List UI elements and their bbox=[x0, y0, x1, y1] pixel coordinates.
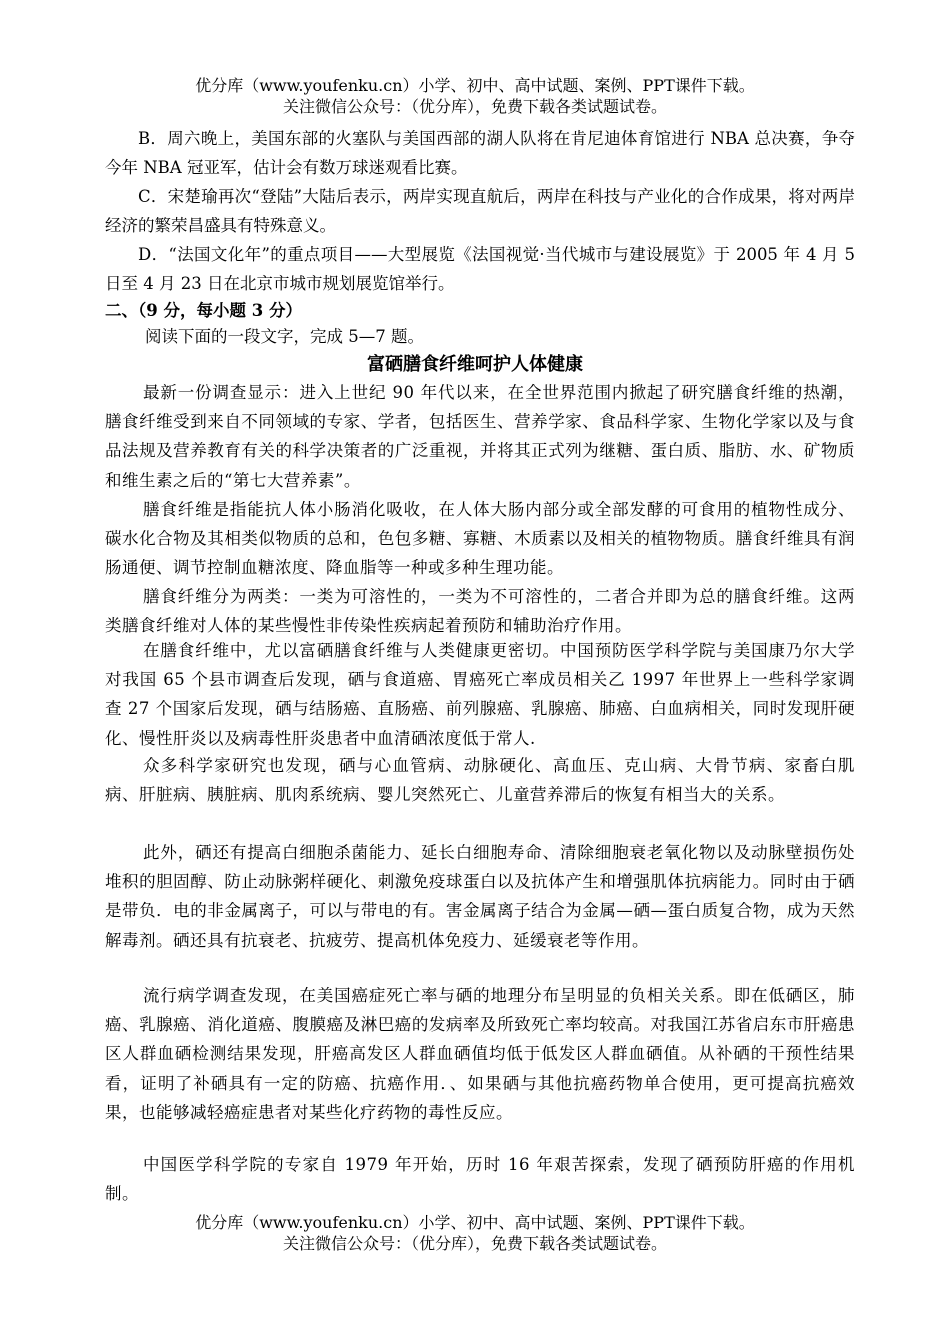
article-paragraph: 膳食纤维是指能抗人体小肠消化吸收，在人体大肠内部分或全部发酵的可食用的植物性成分、碳水化合物及其相类似物质的总和，色包多糖、寡糖、木质素以及相关的植物物质。膳食纤维具有润肠通便、调节控制血糖浓度、降血脂等一种或多种生理功能。 bbox=[105, 500, 855, 578]
article-paragraph: 众多科学家研究也发现，硒与心血管病、动脉硬化、高血压、克山病、大骨节病、家畜白肌病、肝脏病、胰脏病、肌肉系统病、婴儿突然死亡、儿童营养滞后的恢复有相当大的关系。 bbox=[105, 756, 855, 805]
article-paragraph: 最新一份调查显示：进入上世纪 90 年代以来，在全世界范围内掀起了研究膳食纤维的热潮，膳食纤维受到来自不同领域的专家、学者，包括医生、营养学家、食品科学家、生物化学家以及与食品法规及营养教育有关的科学决策者的广泛重视，并将其正式列为继糖、蛋白质、脂肪、水、矿物质和维生素之后的“第七大营养素”。 bbox=[105, 383, 855, 490]
article-paragraph: 在膳食纤维中，尤以富硒膳食纤维与人类健康更密切。中国预防医学科学院与美国康乃尔大学对我国 65 个县市调查后发现，硒与食道癌、胃癌死亡率成员相关乙 1997 年世界上一些科学家调查 27 个国家后发现，硒与结肠癌、直肠癌、前列腺癌、乳腺癌、肺癌、白血病相关，同时发现肝硬化、慢性肝炎以及病毒性肝炎患者中血清硒浓度低于常人. bbox=[105, 641, 855, 748]
article-paragraph: 膳食纤维分为两类：一类为可溶性的，一类为不可溶性的，二者合并即为总的膳食纤维。这两类膳食纤维对人体的某些慢性非传染性疾病起着预防和辅助治疗作用。 bbox=[105, 587, 855, 636]
article-paragraph: 流行病学调查发现，在美国癌症死亡率与硒的地理分布呈明显的负相关关系。即在低硒区，肺癌、乳腺癌、消化道癌、腹膜癌及淋巴癌的发病率及所致死亡率均较高。对我国江苏省启东市肝癌患区人群血硒检测结果发现，肝癌高发区人群血硒值均低于低发区人群血硒值。从补硒的干预性结果看，证明了补硒具有一定的防癌、抗癌作用．、如果硒与其他抗癌药物单合使用，更可提高抗癌效果，也能够减轻癌症患者对某些化疗药物的毒性反应。 bbox=[105, 986, 855, 1122]
option-b: B．周六晚上，美国东部的火塞队与美国西部的湖人队将在肯尼迪体育馆进行 NBA 总决赛，争夺今年 NBA 冠亚军，估计会有数万球迷观看比赛。 bbox=[105, 129, 855, 177]
section-heading: 二、（9 分，每小题 3 分） bbox=[105, 301, 302, 320]
article-paragraph: 此外，硒还有提高白细胞杀菌能力、延长白细胞寿命、清除细胞衰老氧化物以及动脉壁损伤处堆积的胆固醇、防止动脉粥样硬化、刺激免疫球蛋白以及抗体产生和增强肌体抗病能力。同时由于硒是带负．电的非金属离子，可以与带电的有。害金属离子结合为金属—硒—蛋白质复合物，成为天然解毒剂。硒还具有抗衰老、抗疲劳、提高机体免疫力、延缓衰老等作用。 bbox=[105, 843, 855, 950]
article-paragraph: 中国医学科学院的专家自 1979 年开始，历时 16 年艰苦探索，发现了硒预防肝癌的作用机制。 bbox=[105, 1155, 855, 1204]
footer-line-1: 优分库（www.youfenku.cn）小学、初中、高中试题、案例、PPT课件下载。 bbox=[195, 1213, 755, 1232]
header-line-1: 优分库（www.youfenku.cn）小学、初中、高中试题、案例、PPT课件下载。 bbox=[195, 76, 755, 95]
section-instruction: 阅读下面的一段文字，完成 5—7 题。 bbox=[145, 327, 424, 346]
option-d: D．“法国文化年”的重点项目——大型展览《法国视觉·当代城市与建设展览》于 2005 年 4 月 5 日至 4 月 23 日在北京市城市规划展览馆举行。 bbox=[105, 245, 855, 293]
header-line-2: 关注微信公众号：（优分库），免费下载各类试题试卷。 bbox=[282, 97, 667, 116]
article-title: 富硒膳食纤维呵护人体健康 bbox=[367, 354, 583, 375]
footer-line-2: 关注微信公众号：（优分库），免费下载各类试题试卷。 bbox=[282, 1234, 667, 1253]
option-c: C．宋楚瑜再次“登陆”大陆后表示，两岸实现直航后，两岸在科技与产业化的合作成果，将对两岸经济的繁荣昌盛具有特殊意义。 bbox=[105, 187, 855, 235]
